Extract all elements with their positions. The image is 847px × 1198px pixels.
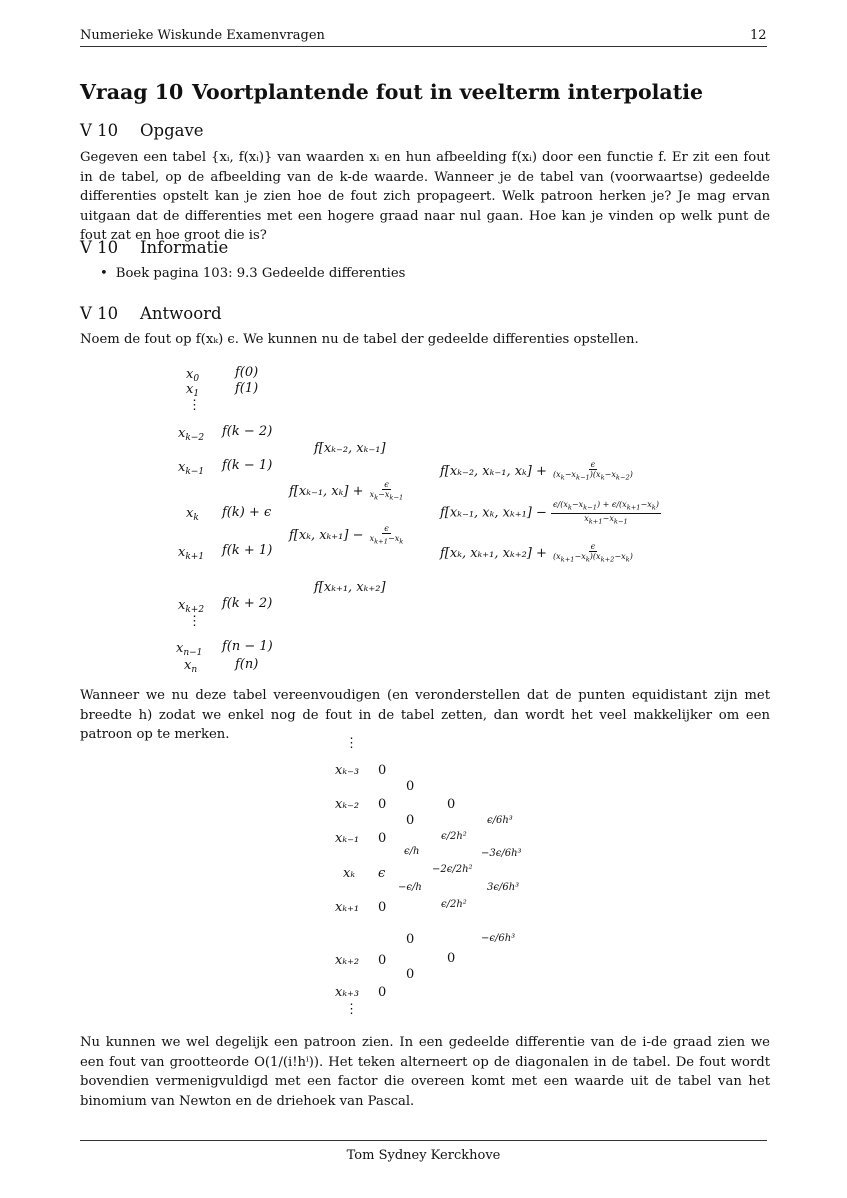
footer-rule xyxy=(80,1140,767,1141)
f-entry: f(1) xyxy=(235,381,259,396)
f-entry: f(n) xyxy=(235,657,259,672)
antwoord-intro: Noem de fout op f(xₖ) ϵ. We kunnen nu de tabel der gedeelde differenties opstellen. xyxy=(80,332,639,347)
section-informatie: V 10 Informatie xyxy=(80,238,229,257)
d2-entry: 0 xyxy=(447,797,456,812)
x-entry: $x_0$ xyxy=(186,367,200,384)
d2-entry: 0 xyxy=(447,951,456,966)
informatie-bullet: • Boek pagina 103: 9.3 Gedeelde differenties xyxy=(100,266,406,281)
opgave-paragraph: Gegeven een tabel {xᵢ, f(xᵢ)} van waarden xᵢ en hun afbeelding f(xᵢ) door een functie f. Er zit een fout in de tabel, op de afbeelding van de k-de waarde. Wanneer je de tabel van (voorwaartse) gedeelde differenties opstelt kan je zien hoe de fout zich propageert. Welk patroon herken je? Je mag ervan uitgaan dat de differenties met een hogere graad naar nul gaan. Hoe kan je vinden op welk punt de fout zat en hoe groot die is? xyxy=(80,150,770,243)
f-entry: f(k + 2) xyxy=(222,596,273,611)
value-entry: 0 xyxy=(378,900,387,915)
vdots: ⋮ xyxy=(345,736,358,751)
antwoord-simplify: Wanneer we nu deze tabel vereenvoudigen (en veronderstellen dat de punten equidistant zijn met breedte h) zodat we enkel nog de fout in de tabel zetten, dan wordt het veel makkelijker om een patroon op te merken. xyxy=(80,688,770,742)
d2-entry: ϵ/2h² xyxy=(441,831,467,842)
d3-entry: −ϵ/6h³ xyxy=(481,933,516,944)
x-entry: xₖ₊₃ xyxy=(335,985,360,1000)
value-entry: 0 xyxy=(378,985,387,1000)
x-entry: $x_{n-1}$ xyxy=(176,641,203,658)
second-difference: f[xₖ, xₖ₊₁, xₖ₊₂] + $\frac{\epsilon}{(x_{k+1}-x_k)(x_{k+2}-x_k)}$ xyxy=(440,542,633,564)
value-entry: 0 xyxy=(378,953,387,968)
f-entry: f(k + 1) xyxy=(222,543,273,558)
page-number: 12 xyxy=(750,28,767,43)
section-antwoord: V 10 Antwoord xyxy=(80,304,222,323)
f-entry: f(k − 2) xyxy=(222,424,273,439)
d2-entry: −2ϵ/2h² xyxy=(432,864,473,875)
f-entry: f(0) xyxy=(235,365,259,380)
d2-entry: ϵ/2h² xyxy=(441,899,467,910)
x-entry: $x_{k-2}$ xyxy=(178,426,205,443)
x-entry: $x_{k+2}$ xyxy=(178,598,205,615)
value-entry: 0 xyxy=(378,831,387,846)
x-entry: xₖ₋₁ xyxy=(335,831,360,846)
section-opgave: V 10 Opgave xyxy=(80,121,204,140)
x-entry: xₖ xyxy=(343,866,356,881)
question-heading: Voortplantende fout in veelterm interpolatie xyxy=(192,80,704,104)
x-entry: xₖ₊₁ xyxy=(335,900,360,915)
d1-entry: 0 xyxy=(406,813,415,828)
d3-entry: ϵ/6h³ xyxy=(487,815,513,826)
x-entry: $x_k$ xyxy=(186,506,199,523)
value-entry: 0 xyxy=(378,763,387,778)
x-entry: $x_n$ xyxy=(184,658,198,675)
d3-entry: −3ϵ/6h³ xyxy=(481,848,522,859)
d3-entry: 3ϵ/6h³ xyxy=(487,882,520,893)
running-header: Numerieke Wiskunde Examenvragen xyxy=(80,28,325,43)
x-entry: xₖ₋₂ xyxy=(335,797,360,812)
second-difference: f[xₖ₋₁, xₖ, xₖ₊₁] − $\frac{\epsilon/(x_k-x_{k-1}) + \epsilon/(x_{k+1}-x_k)}{x_{k+1}-x_{k-1}}$ xyxy=(440,500,659,526)
x-entry: xₖ₋₃ xyxy=(335,763,360,778)
vdots: ⋮ xyxy=(188,614,201,629)
d1-entry: ϵ/h xyxy=(404,846,420,857)
first-difference: f[xₖ₋₁, xₖ] + $\frac{\epsilon}{x_k-x_{k-1}}$ xyxy=(289,480,404,502)
x-entry: $x_{k+1}$ xyxy=(178,545,205,562)
x-entry: xₖ₊₂ xyxy=(335,953,360,968)
f-entry: f(k) + ϵ xyxy=(222,505,272,520)
d1-entry: 0 xyxy=(406,967,415,982)
first-difference: f[xₖ₊₁, xₖ₊₂] xyxy=(314,580,386,595)
vdots: ⋮ xyxy=(345,1002,358,1017)
vdots: ⋮ xyxy=(188,398,201,413)
d1-entry: 0 xyxy=(406,932,415,947)
x-entry: $x_{k-1}$ xyxy=(178,460,205,477)
header-rule xyxy=(80,46,767,47)
footer-author: Tom Sydney Kerckhove xyxy=(346,1148,501,1163)
second-difference: f[xₖ₋₂, xₖ₋₁, xₖ] + $\frac{\epsilon}{(x_k-x_{k-1})(x_k-x_{k-2})}$ xyxy=(440,460,633,482)
f-entry: f(k − 1) xyxy=(222,458,273,473)
antwoord-conclusion: Nu kunnen we wel degelijk een patroon zien. In een gedeelde differentie van de i-de graad zien we een fout van grootteorde O(1/(i!hⁱ)). Het teken alterneert op de diagonalen in de tabel. De fout wordt bovendien vermenigvuldigd met een factor die overeen komt met een waarde uit de tabel van het binomium van Newton en de driehoek van Pascal. xyxy=(80,1035,770,1109)
f-entry: f(n − 1) xyxy=(222,639,273,654)
d1-entry: −ϵ/h xyxy=(398,882,422,893)
x-entry: $x_1$ xyxy=(186,382,200,399)
question-title xyxy=(80,80,703,104)
first-difference: f[xₖ, xₖ₊₁] − $\frac{\epsilon}{x_{k+1}-x_k}$ xyxy=(289,524,404,546)
d1-entry: 0 xyxy=(406,779,415,794)
question-number: Vraag 10 xyxy=(80,80,184,104)
first-difference: f[xₖ₋₂, xₖ₋₁] xyxy=(314,441,386,456)
value-entry: 0 xyxy=(378,797,387,812)
value-entry: ϵ xyxy=(378,866,386,881)
